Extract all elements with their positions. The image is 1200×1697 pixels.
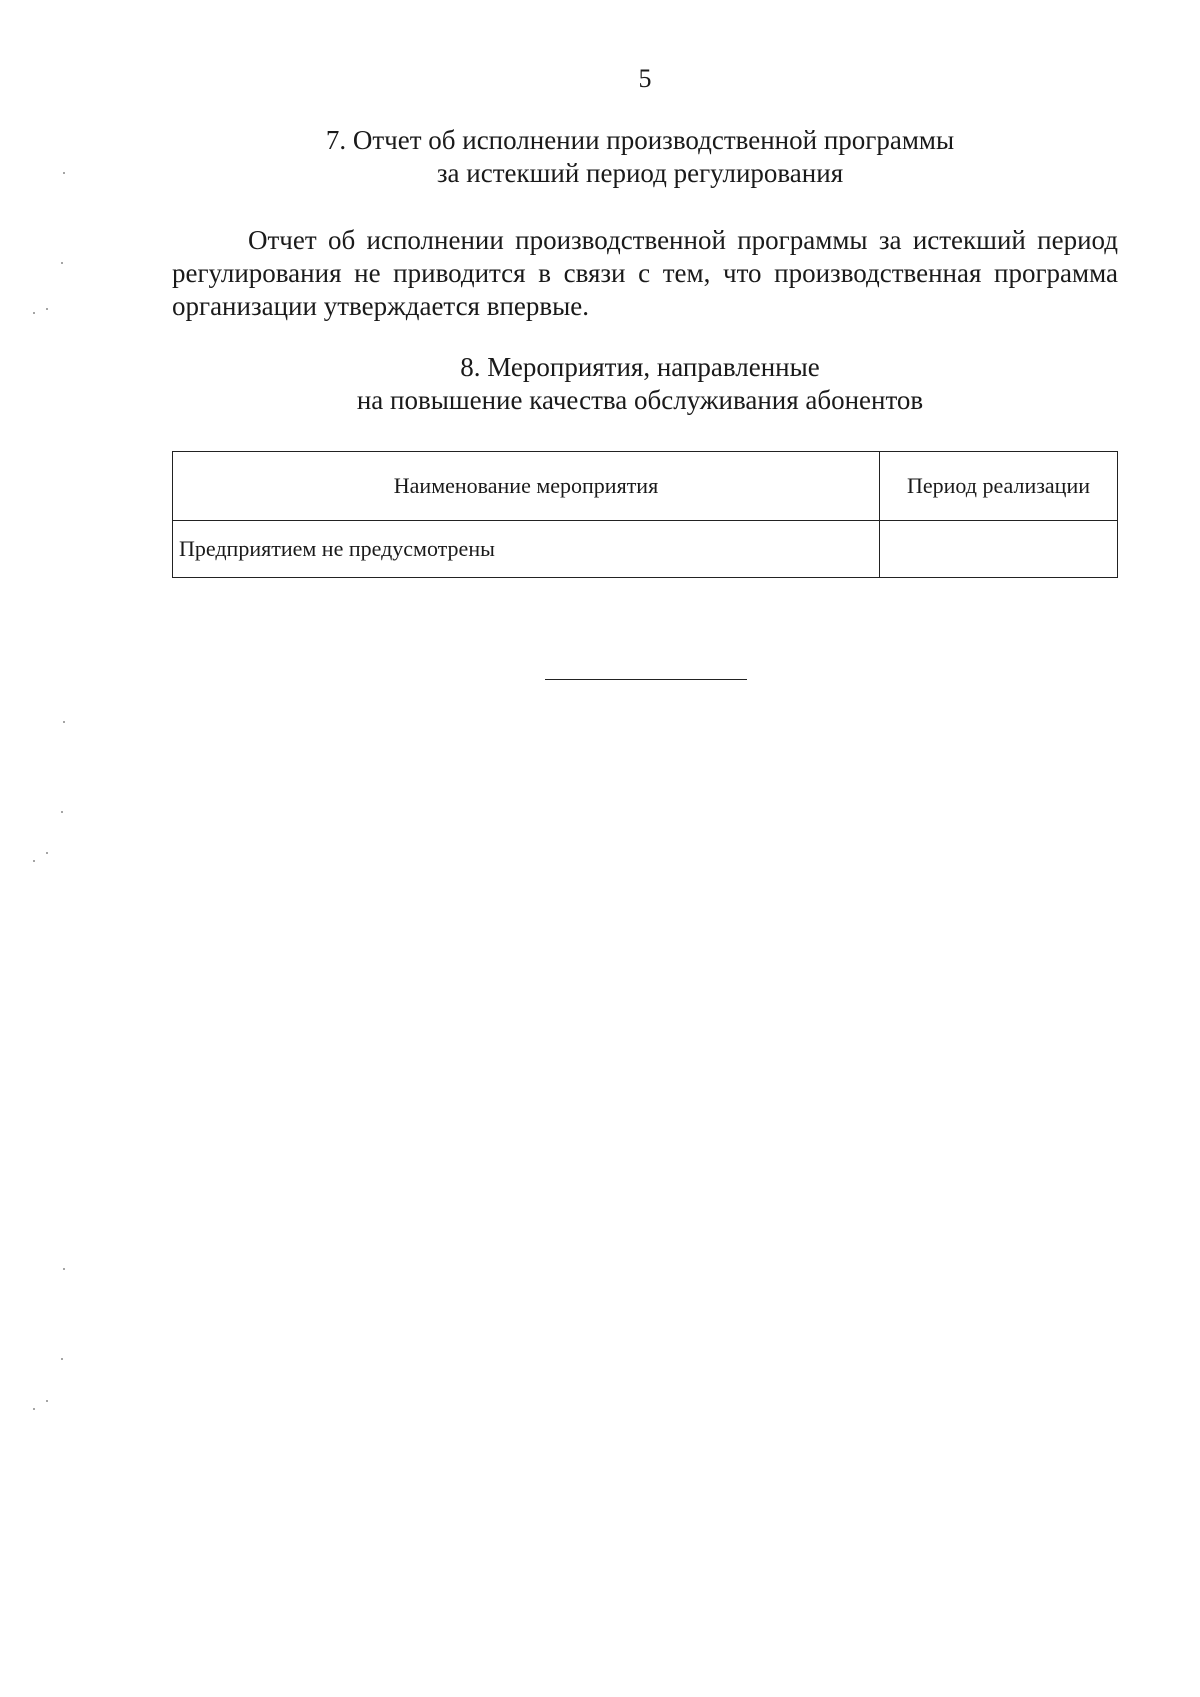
- column-header-implementation-period: Период реализации: [880, 452, 1118, 521]
- section-7-heading: [160, 124, 1120, 190]
- section-8-heading-line-2: на повышение качества обслуживания абонентов: [356, 385, 924, 415]
- table-row: [173, 521, 1118, 578]
- scan-speck: [63, 172, 65, 174]
- scan-speck: [33, 860, 35, 862]
- table-header-row: [173, 452, 1118, 521]
- scan-speck: [46, 852, 48, 854]
- scan-speck: [61, 262, 63, 264]
- section-8-heading: [160, 351, 1120, 417]
- section-8-heading-line-1: 8. Мероприятия, направленные: [460, 352, 820, 382]
- scan-speck: [33, 312, 35, 314]
- table-cell-implementation-period: [880, 521, 1118, 578]
- section-7-paragraph: Отчет об исполнении производственной программы за истекший период регулирования не приводится в связи с тем, что производственная программа организации утверждается впервые.: [172, 225, 1118, 321]
- scan-speck: [61, 811, 63, 813]
- scan-speck: [33, 1408, 35, 1410]
- scan-speck: [63, 1268, 65, 1270]
- end-of-document-rule: [545, 679, 747, 680]
- scan-speck: [63, 721, 65, 723]
- scan-speck: [46, 1400, 48, 1402]
- column-header-measure-name: Наименование мероприятия: [173, 452, 880, 521]
- table-cell-measure-name: Предприятием не предусмотрены: [173, 521, 880, 578]
- scan-speck: [46, 308, 48, 310]
- section-7-heading-line-1: 7. Отчет об исполнении производственной программы: [325, 125, 955, 155]
- page-number: 5: [638, 64, 652, 93]
- scan-speck: [61, 1358, 63, 1360]
- section-7-heading-line-2: за истекший период регулирования: [436, 158, 844, 188]
- measures-table: [172, 451, 1118, 578]
